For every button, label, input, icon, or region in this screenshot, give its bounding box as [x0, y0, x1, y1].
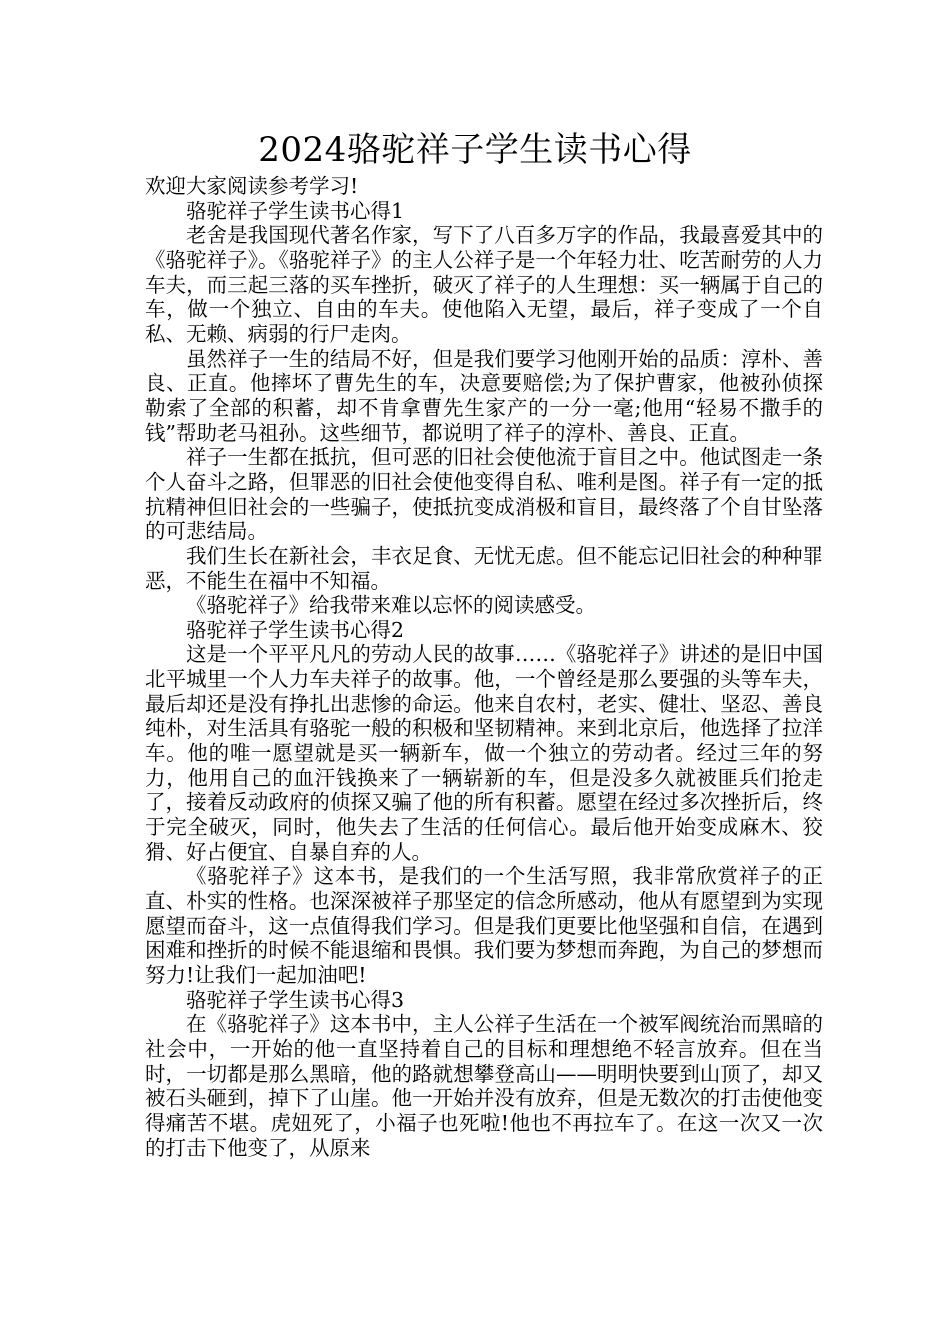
section-heading-2: 骆驼祥子学生读书心得2: [186, 617, 405, 642]
paragraph: 祥子一生都在抵抗，但可恶的旧社会使他流于盲目之中。他试图走一条个人奋斗之路，但罪恶的旧社会使他变得自私、唯利是图。祥子有一定的抵抗精神但旧社会的一些骗子，使抵抗变成消极和盲目，最终落了个自甘坠落的可悲结局。: [145, 445, 823, 544]
paragraph: 《骆驼祥子》给我带来难以忘怀的阅读感受。: [186, 593, 596, 618]
paragraph: 这是一个平平凡凡的劳动人民的故事……《骆驼祥子》讲述的是旧中国北平城里一个人力车夫祥子的故事。他，一个曾经是那么要强的头等车夫，最后却还是没有挣扎出悲惨的命运。他来自农村，老实、健壮、坚忍、善良纯朴，对生活具有骆驼一般的积极和坚韧精神。来到北京后，他选择了拉洋车。他的唯一愿望就是买一辆新车，做一个独立的劳动者。经过三年的努力，他用自己的血汗钱换来了一辆崭新的车，但是没多久就被匪兵们抢走了，接着反动政府的侦探又骗了他的所有积蓄。愿望在经过多次挫折后，终于完全破灭，同时，他失去了生活的任何信心。最后他开始变成麻木、狡猾、好占便宜、自暴自弃的人。: [145, 642, 823, 864]
document-title: 2024骆驼祥子学生读书心得: [258, 130, 692, 170]
paragraph: 我们生长在新社会，丰衣足食、无忧无虑。但不能忘记旧社会的种种罪恶，不能生在福中不知福。: [145, 543, 823, 593]
paragraph: 老舍是我国现代著名作家，写下了八百多万字的作品，我最喜爱其中的《骆驼祥子》。《骆驼祥子》的主人公祥子是一个年轻力壮、吃苦耐劳的人力车夫，而三起三落的买车挫折，破灭了祥子的人生理想：买一辆属于自己的车，做一个独立、自由的车夫。使他陷入无望，最后，祥子变成了一个自私、无赖、病弱的行尸走肉。: [145, 223, 823, 346]
section-heading-3: 骆驼祥子学生读书心得3: [186, 987, 405, 1012]
document-body: [145, 174, 823, 1160]
paragraph: 在《骆驼祥子》这本书中，主人公祥子生活在一个被军阀统治而黑暗的社会中，一开始的他一直坚持着自己的目标和理想绝不轻言放弃。但在当时，一切都是那么黑暗，他的路就想攀登高山——明明快要到山顶了，却又被石头砸到，掉下了山崖。他一开始并没有放弃，但是无数次的打击使他变得痛苦不堪。虎妞死了，小福子也死啦!他也不再拉车了。在这一次又一次的打击下他变了，从原来: [145, 1012, 823, 1160]
paragraph: 《骆驼祥子》这本书，是我们的一个生活写照，我非常欣赏祥子的正直、朴实的性格。也深深被祥子那坚定的信念所感动，他从有愿望到为实现愿望而奋斗，这一点值得我们学习。但是我们更要比他坚强和自信，在遇到困难和挫折的时候不能退缩和畏惧。我们要为梦想而奔跑，为自己的梦想而努力!让我们一起加油吧!: [145, 864, 823, 987]
section-heading-1: 骆驼祥子学生读书心得1: [186, 198, 405, 223]
intro-line: 欢迎大家阅读参考学习!: [145, 174, 359, 198]
paragraph: 虽然祥子一生的结局不好，但是我们要学习他刚开始的品质：淳朴、善良、正直。他摔坏了曹先生的车，决意要赔偿;为了保护曹家，他被孙侦探勒索了全部的积蓄，却不肯拿曹先生家产的一分一毫;他用“轻易不撒手的钱”帮助老马祖孙。这些细节，都说明了祥子的淳朴、善良、正直。: [145, 346, 823, 445]
